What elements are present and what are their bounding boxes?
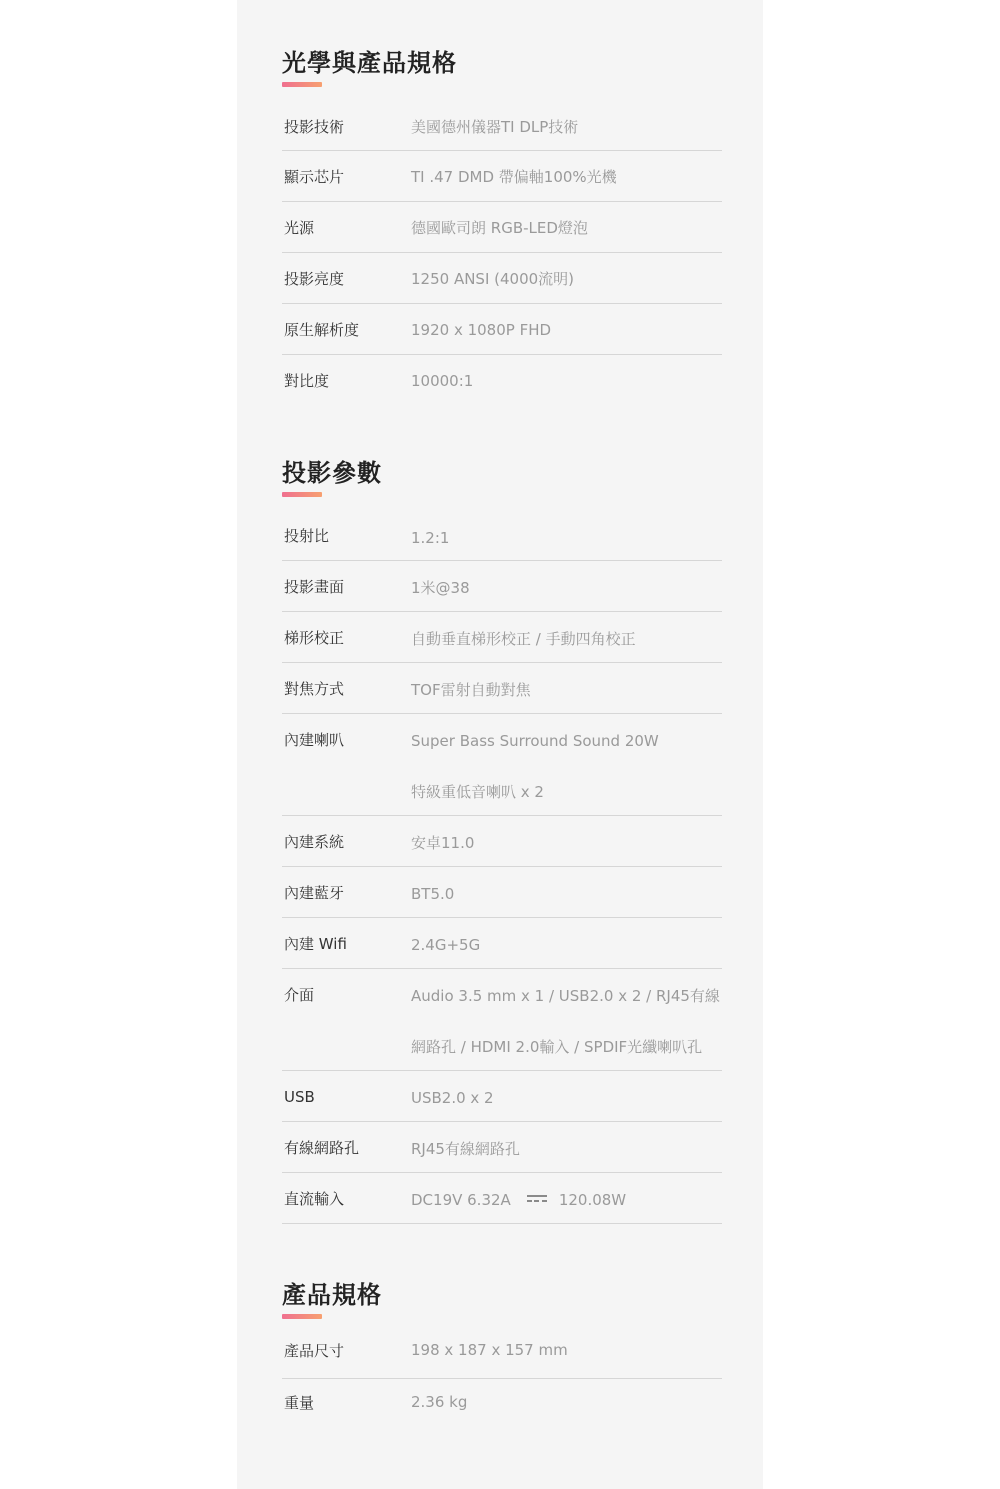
spec-value: 網路孔 / HDMI 2.0輸入 / SPDIF光纖喇叭孔 <box>411 1038 703 1056</box>
spec-value: 美國德州儀器TI DLP技術 <box>411 118 579 136</box>
section-projection-params <box>282 458 722 1209</box>
spec-label: 重量 <box>284 1394 315 1412</box>
spec-value: 2.4G+5G <box>411 936 481 954</box>
spec-row <box>282 100 722 151</box>
spec-value: TI .47 DMD 帶偏軸100%光機 <box>411 168 617 186</box>
spec-label: 有線網路孔 <box>284 1139 360 1157</box>
spec-value: Super Bass Surround Sound 20W <box>411 732 659 750</box>
spec-label: 原生解析度 <box>284 321 360 339</box>
spec-row <box>282 202 722 253</box>
spec-value: RJ45有線網路孔 <box>411 1140 520 1158</box>
spec-row <box>282 1122 722 1173</box>
spec-row <box>282 969 722 1071</box>
spec-row <box>282 663 722 714</box>
spec-row <box>282 151 722 202</box>
spec-table <box>282 100 722 405</box>
spec-value: 198 x 187 x 157 mm <box>411 1341 568 1359</box>
spec-row <box>282 510 722 561</box>
spec-row <box>282 253 722 304</box>
spec-value: 10000:1 <box>411 372 474 390</box>
spec-row <box>282 1379 722 1429</box>
title-accent-bar <box>282 492 322 497</box>
spec-value: 安卓11.0 <box>411 834 475 852</box>
section-product-specs <box>282 1280 722 1412</box>
title-accent-bar <box>282 1314 322 1319</box>
spec-label: 介面 <box>284 986 315 1004</box>
spec-label: 產品尺寸 <box>284 1342 345 1360</box>
spec-value: 1250 ANSI (4000流明) <box>411 270 575 288</box>
spec-label: 內建系統 <box>284 833 345 851</box>
spec-row <box>282 1173 722 1224</box>
spec-row <box>282 714 722 816</box>
spec-value: USB2.0 x 2 <box>411 1089 494 1107</box>
spec-label: 顯示芯片 <box>284 168 345 186</box>
spec-value: 2.36 kg <box>411 1393 468 1411</box>
spec-value: 1米@38 <box>411 579 470 597</box>
spec-value <box>411 1190 626 1210</box>
spec-value: 德國歐司朗 RGB-LED燈泡 <box>411 219 588 237</box>
section-title: 投影參數 <box>282 459 382 487</box>
spec-label: 梯形校正 <box>284 629 345 647</box>
spec-row <box>282 867 722 918</box>
dc-voltage-current: DC19V 6.32A <box>411 1191 511 1209</box>
dc-power-wattage: 120.08W <box>558 1191 627 1209</box>
spec-table <box>282 510 722 1224</box>
spec-label: 投影技術 <box>284 118 345 136</box>
dc-current-symbol-icon <box>527 1195 547 1203</box>
spec-label: 直流輸入 <box>284 1190 345 1208</box>
spec-value: Audio 3.5 mm x 1 / USB2.0 x 2 / RJ45有線 <box>411 987 720 1005</box>
spec-value: 特級重低音喇叭 x 2 <box>411 783 544 801</box>
spec-label: 內建藍牙 <box>284 884 345 902</box>
section-optical-specs <box>282 48 722 390</box>
spec-label: 內建 Wifi <box>284 935 347 953</box>
spec-value: 1.2:1 <box>411 529 450 547</box>
spec-value: TOF雷射自動對焦 <box>411 681 531 699</box>
spec-label: 投射比 <box>284 527 330 545</box>
spec-label: 對焦方式 <box>284 680 345 698</box>
spec-row <box>282 918 722 969</box>
spec-value: BT5.0 <box>411 885 455 903</box>
spec-value: 1920 x 1080P FHD <box>411 321 552 339</box>
spec-row <box>282 304 722 355</box>
spec-value: 自動垂直梯形校正 / 手動四角校正 <box>411 630 636 648</box>
spec-row <box>282 1328 722 1379</box>
spec-row <box>282 355 722 405</box>
title-accent-bar <box>282 82 322 87</box>
spec-table <box>282 1328 722 1429</box>
section-title: 產品規格 <box>282 1281 382 1309</box>
spec-label: 對比度 <box>284 372 330 390</box>
spec-label: 光源 <box>284 219 315 237</box>
spec-row <box>282 816 722 867</box>
spec-row <box>282 1071 722 1122</box>
spec-row <box>282 561 722 612</box>
spec-label: 投影亮度 <box>284 270 345 288</box>
section-title: 光學與產品規格 <box>282 49 457 77</box>
spec-label: 投影畫面 <box>284 578 345 596</box>
spec-row <box>282 612 722 663</box>
spec-label: USB <box>284 1088 315 1106</box>
spec-label: 內建喇叭 <box>284 731 345 749</box>
